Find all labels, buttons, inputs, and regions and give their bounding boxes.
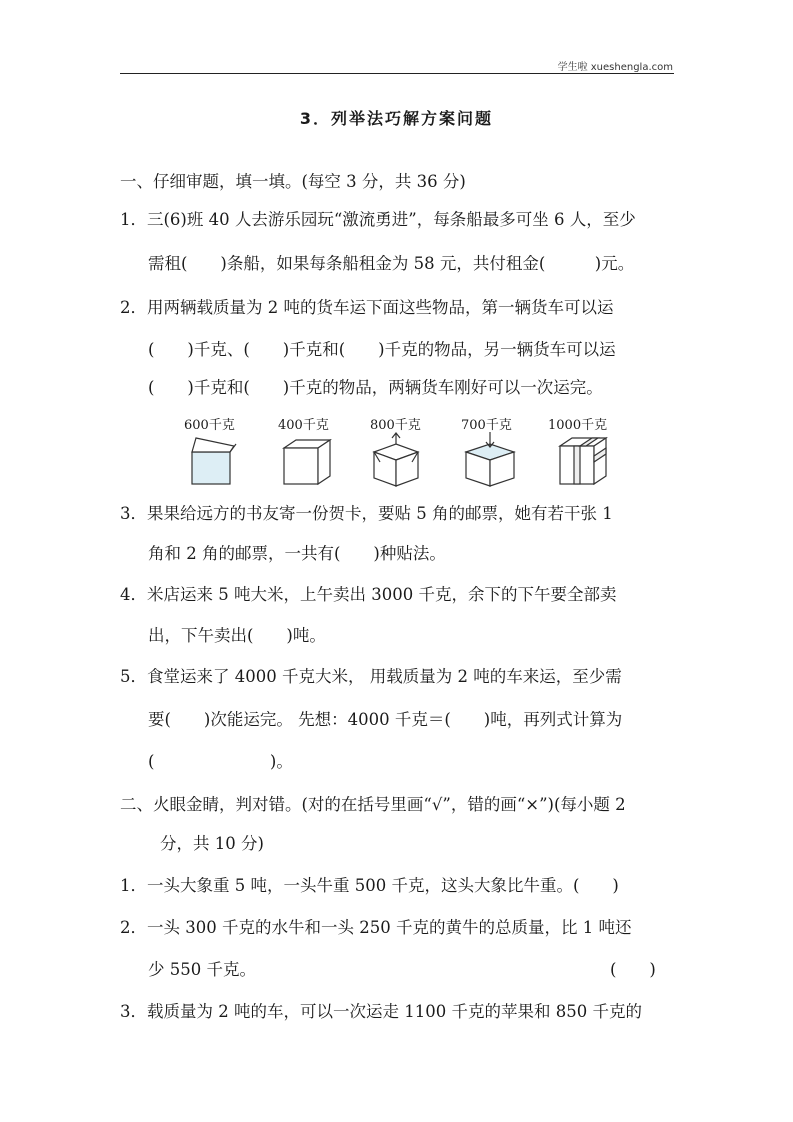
question-4-line-2: 出，下午卖出( )吨。 xyxy=(148,626,326,645)
box-label: 1000千克 xyxy=(548,418,608,433)
page-title: 3．列举法巧解方案问题 xyxy=(299,109,494,128)
question-2-line-1: 2．用两辆载质量为 2 吨的货车运下面这些物品，第一辆货车可以运 xyxy=(120,298,614,317)
taped-box-icon xyxy=(556,432,610,488)
section-2-heading-line-2: 分，共 10 分) xyxy=(160,834,264,853)
judge-2-line-1: 2．一头 300 千克的水牛和一头 250 千克的黄牛的总质量，比 1 吨还 xyxy=(120,918,632,937)
box-label: 400千克 xyxy=(278,418,329,433)
header-site: 学生啦 xueshengla.com xyxy=(557,62,673,73)
header-rule xyxy=(120,73,674,74)
question-1-line-2: 需租( )条船，如果每条船租金为 58 元，共付租金( )元。 xyxy=(148,254,635,273)
question-3-line-2: 角和 2 角的邮票，一共有( )种贴法。 xyxy=(148,544,446,563)
box-label: 700千克 xyxy=(461,418,512,433)
judge-1: 1．一头大象重 5 吨，一头牛重 500 千克，这头大象比牛重。( ) xyxy=(120,876,619,895)
question-3-line-1: 3．果果给远方的书友寄一份贺卡，要贴 5 角的邮票，她有若干张 1 xyxy=(120,504,613,523)
box-label: 600千克 xyxy=(184,418,235,433)
question-5-line-2: 要( )次能运完。 先想：4000 千克＝( )吨，再列式计算为 xyxy=(148,710,623,729)
question-1-line-1: 1．三(6)班 40 人去游乐园玩“激流勇进”，每条船最多可坐 6 人，至少 xyxy=(120,210,636,229)
box-down-arrow-icon xyxy=(462,432,518,488)
question-4-line-1: 4．米店运来 5 吨大米，上午卖出 3000 千克，余下的下午要全部卖 xyxy=(120,585,617,604)
closed-box-icon xyxy=(280,432,334,488)
question-5-line-3: ( )。 xyxy=(148,752,293,771)
question-2-line-2: ( )千克、( )千克和( )千克的物品，另一辆货车可以运 xyxy=(148,340,616,359)
section-1-heading: 一、仔细审题，填一填。(每空 3 分，共 36 分) xyxy=(120,172,466,191)
judge-2-line-2: 少 550 千克。 xyxy=(148,960,256,979)
judge-3-line-1: 3．载质量为 2 吨的车，可以一次运走 1100 千克的苹果和 850 千克的 xyxy=(120,1002,642,1021)
judge-2-answer-paren: ( ) xyxy=(610,960,656,979)
question-5-line-1: 5．食堂运来了 4000 千克大米， 用载质量为 2 吨的车来运，至少需 xyxy=(120,667,622,686)
box-up-arrow-icon xyxy=(370,432,424,488)
box-label: 800千克 xyxy=(370,418,421,433)
open-box-icon xyxy=(188,432,242,488)
section-2-heading-line-1: 二、火眼金睛，判对错。(对的在括号里画“√”，错的画“×”)(每小题 2 xyxy=(120,795,626,814)
question-2-line-3: ( )千克和( )千克的物品，两辆货车刚好可以一次运完。 xyxy=(148,378,603,397)
